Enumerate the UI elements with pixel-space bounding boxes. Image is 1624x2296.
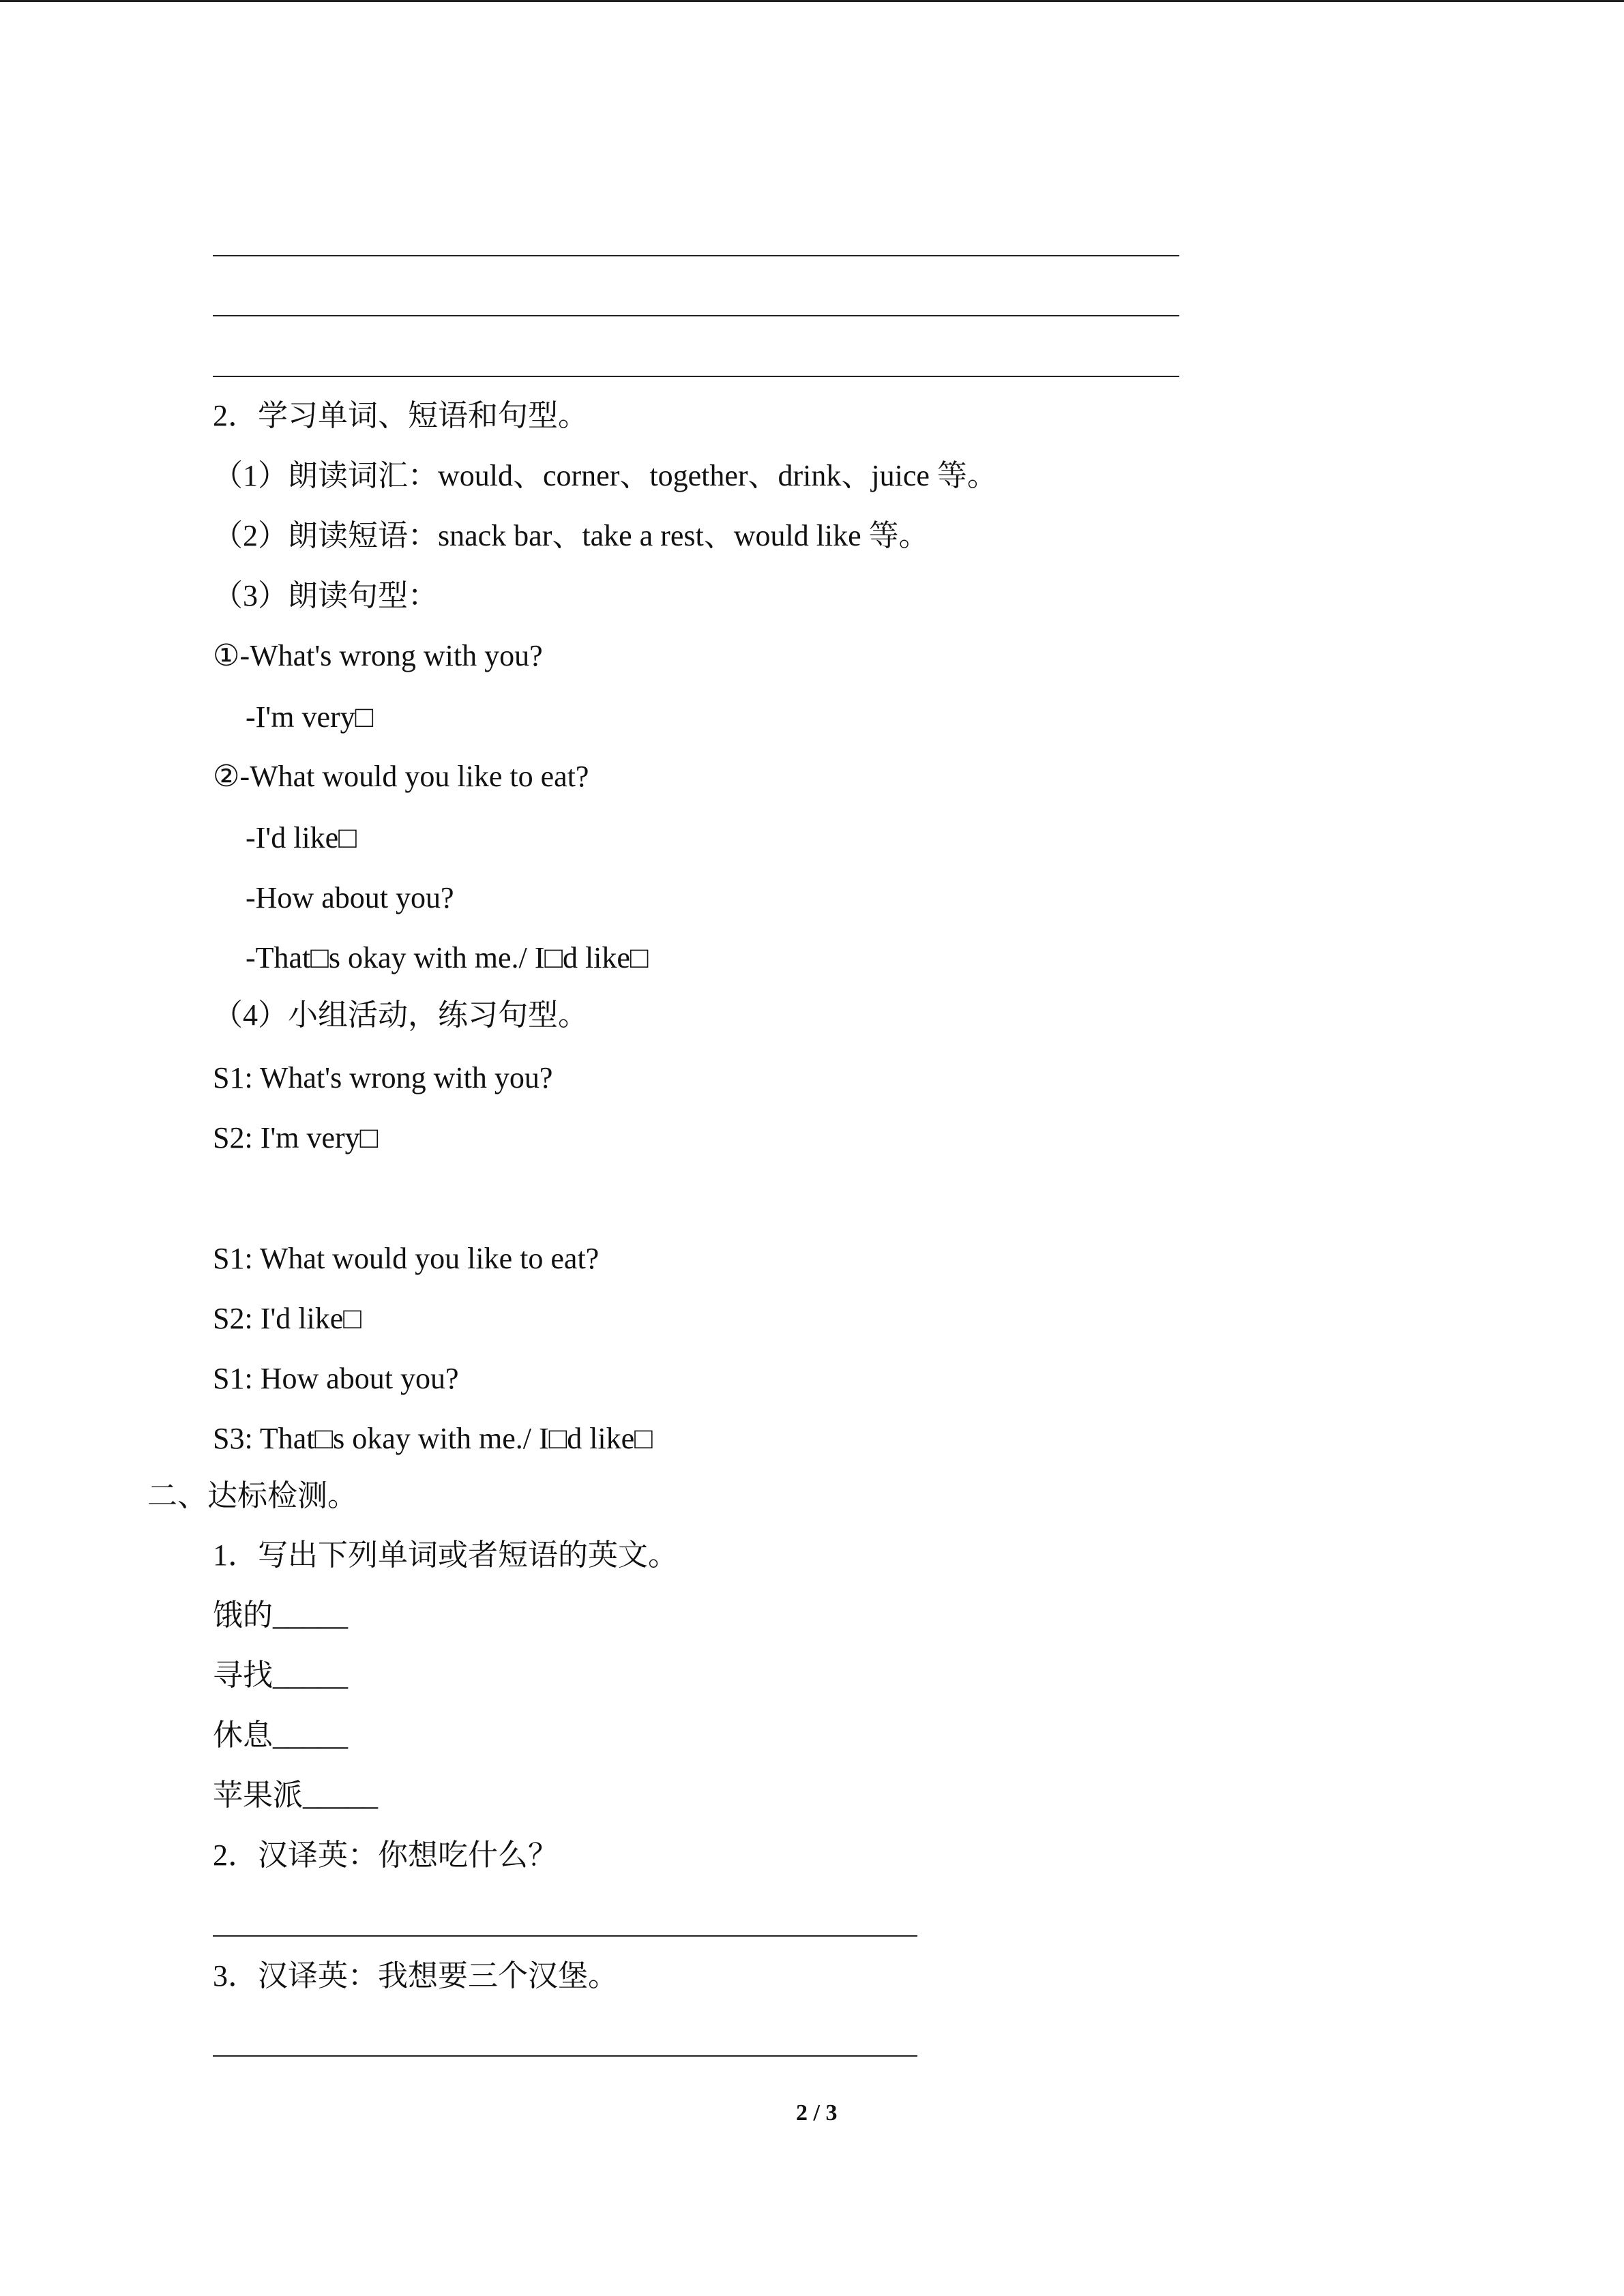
dialogue1-answer: -I'm very□ [246,700,374,734]
section-two-title: 二、达标检测。 [147,1479,357,1512]
group-line-4: S2: I'd like□ [213,1302,361,1335]
read-sentences: （3）朗读句型： [213,579,438,612]
group-line-2: S2: I'm very□ [213,1121,379,1154]
answer-line-q2 [213,1935,917,1937]
group-activity-title: （4）小组活动，练习句型。 [213,998,588,1032]
answer-line-q3 [213,2055,917,2057]
read-words: （1）朗读词汇：would、corner、together、drink、juice 等。 [213,459,997,492]
word-rest: 休息_____ [213,1718,348,1752]
step2-title: 2．学习单词、短语和句型。 [213,399,588,432]
dialogue2-question: ②-What would you like to eat? [213,760,589,793]
question-1: 1．写出下列单词或者短语的英文。 [213,1538,678,1572]
answer-line-3 [213,376,1179,377]
answer-line-1 [213,255,1179,256]
word-look-for: 寻找_____ [213,1658,348,1692]
word-hungry: 饿的_____ [213,1598,348,1632]
group-line-5: S1: How about you? [213,1362,459,1395]
group-line-6: S3: That□s okay with me./ I□d like□ [213,1422,653,1455]
dialogue2-reply: -That□s okay with me./ I□d like□ [246,941,649,974]
question-2: 2．汉译英：你想吃什么？ [213,1838,558,1872]
word-apple-pie: 苹果派_____ [213,1778,378,1812]
group-line-1: S1: What's wrong with you? [213,1061,553,1094]
page-number: 2 / 3 [796,2100,838,2126]
top-border [0,0,1624,2]
dialogue2-followup: -How about you? [246,881,454,914]
dialogue1-question: ①-What's wrong with you? [213,639,543,672]
dialogue2-answer: -I'd like□ [246,821,357,854]
answer-line-2 [213,315,1179,316]
question-3: 3．汉译英：我想要三个汉堡。 [213,1959,618,1993]
read-phrases: （2）朗读短语：snack bar、take a rest、would like 等。 [213,519,929,552]
group-line-3: S1: What would you like to eat? [213,1242,600,1275]
